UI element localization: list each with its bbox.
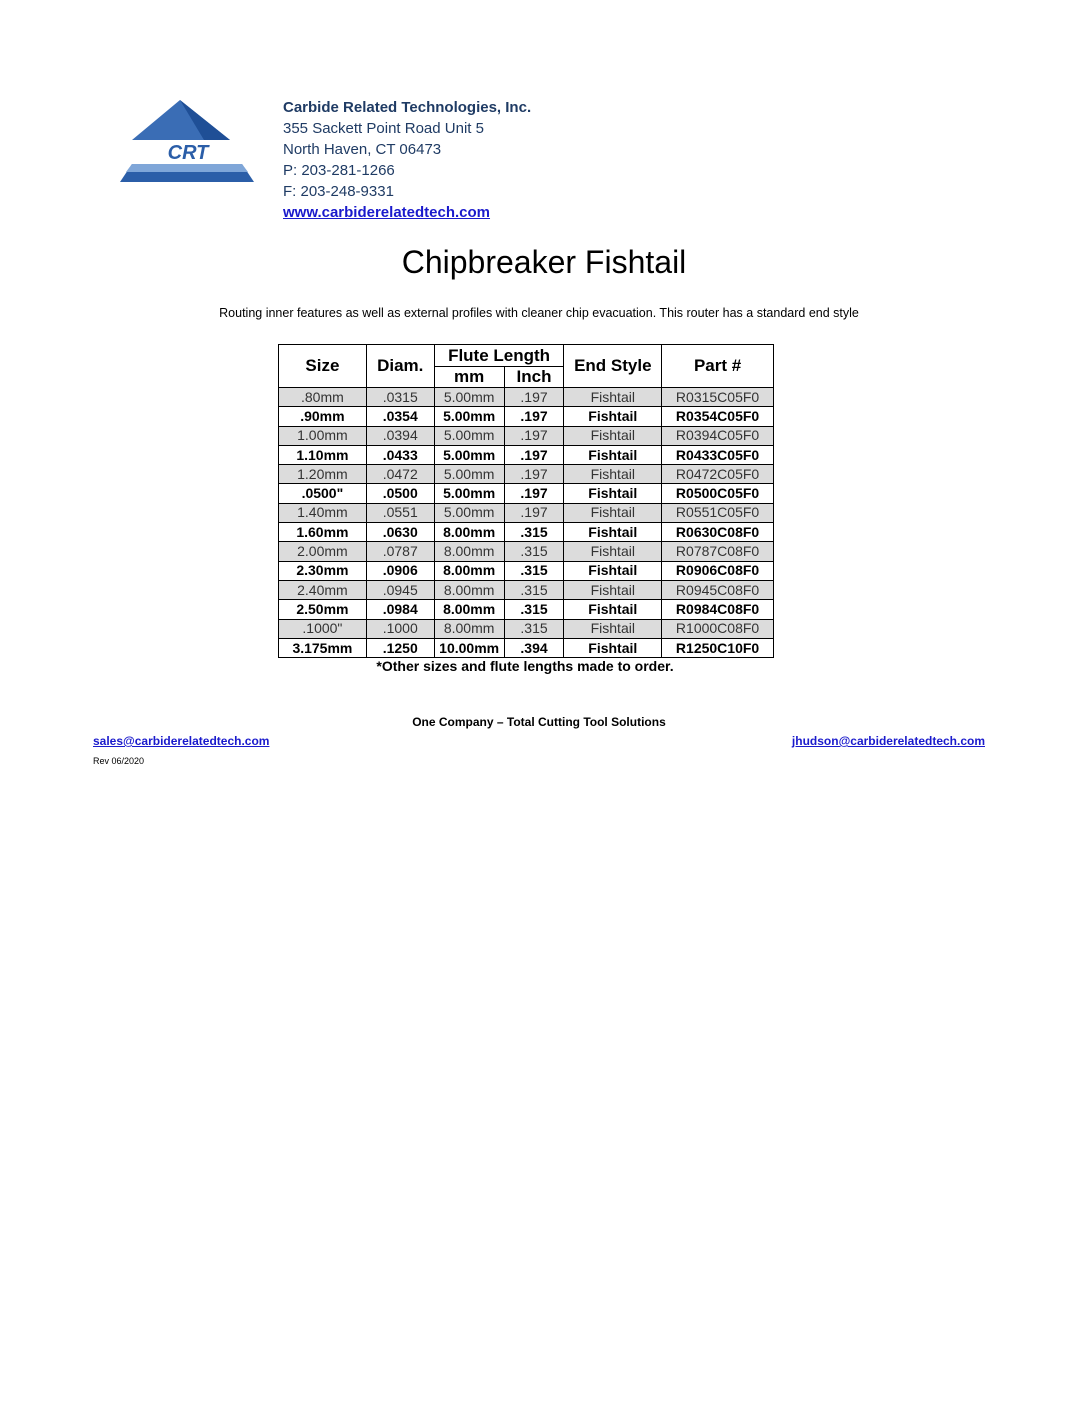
table-row — [279, 580, 774, 599]
table-row — [279, 407, 774, 426]
cell-size: 2.50mm — [279, 600, 367, 619]
revision-date: Rev 06/2020 — [93, 756, 145, 766]
cell-end: Fishtail — [564, 407, 662, 426]
cell-part: R0500C05F0 — [662, 484, 774, 503]
cell-inch: .197 — [504, 445, 564, 464]
spec-table-body — [279, 388, 774, 658]
cell-part: R0394C05F0 — [662, 426, 774, 445]
cell-part: R1250C10F0 — [662, 638, 774, 657]
cell-size: 1.20mm — [279, 465, 367, 484]
cell-part: R0315C05F0 — [662, 388, 774, 407]
table-row — [279, 445, 774, 464]
table-row — [279, 465, 774, 484]
cell-diam: .0472 — [366, 465, 434, 484]
company-fax: F: 203-248-9331 — [283, 183, 394, 200]
cell-mm: 8.00mm — [434, 542, 504, 561]
cell-size: 2.40mm — [279, 580, 367, 599]
cell-diam: .0551 — [366, 503, 434, 522]
cell-size: 1.40mm — [279, 503, 367, 522]
cell-size: .0500" — [279, 484, 367, 503]
cell-diam: .0354 — [366, 407, 434, 426]
cell-part: R0906C08F0 — [662, 561, 774, 580]
cell-inch: .315 — [504, 523, 564, 542]
cell-size: 1.00mm — [279, 426, 367, 445]
company-slogan: One Company – Total Cutting Tool Solutions — [412, 715, 666, 729]
cell-diam: .0630 — [366, 523, 434, 542]
cell-end: Fishtail — [564, 484, 662, 503]
cell-inch: .315 — [504, 542, 564, 561]
cell-diam: .0500 — [366, 484, 434, 503]
cell-inch: .197 — [504, 465, 564, 484]
cell-size: 1.60mm — [279, 523, 367, 542]
cell-part: R0433C05F0 — [662, 445, 774, 464]
cell-part: R0945C08F0 — [662, 580, 774, 599]
table-row — [279, 638, 774, 657]
table-row — [279, 484, 774, 503]
cell-diam: .0315 — [366, 388, 434, 407]
header-inch: Inch — [504, 367, 564, 388]
cell-mm: 10.00mm — [434, 638, 504, 657]
cell-mm: 8.00mm — [434, 580, 504, 599]
cell-inch: .197 — [504, 426, 564, 445]
cell-size: .90mm — [279, 407, 367, 426]
cell-diam: .0394 — [366, 426, 434, 445]
cell-end: Fishtail — [564, 388, 662, 407]
cell-mm: 5.00mm — [434, 407, 504, 426]
cell-mm: 5.00mm — [434, 484, 504, 503]
header-diam: Diam. — [366, 345, 434, 388]
cell-mm: 5.00mm — [434, 426, 504, 445]
cell-mm: 5.00mm — [434, 388, 504, 407]
cell-size: 2.30mm — [279, 561, 367, 580]
header-mm: mm — [434, 367, 504, 388]
page-title: Chipbreaker Fishtail — [401, 244, 687, 280]
header-part-number: Part # — [662, 345, 774, 388]
logo-text: CRT — [167, 142, 209, 164]
product-description: Routing inner features as well as external profiles with cleaner chip evacuation. This router has a standard end style — [219, 306, 859, 320]
cell-mm: 8.00mm — [434, 600, 504, 619]
cell-inch: .315 — [504, 619, 564, 638]
cell-inch: .197 — [504, 388, 564, 407]
cell-size: 3.175mm — [279, 638, 367, 657]
cell-inch: .197 — [504, 484, 564, 503]
cell-diam: .0906 — [366, 561, 434, 580]
header-size: Size — [279, 345, 367, 388]
cell-diam: .0945 — [366, 580, 434, 599]
table-row — [279, 388, 774, 407]
cell-size: 1.10mm — [279, 445, 367, 464]
cell-diam: .0433 — [366, 445, 434, 464]
cell-inch: .197 — [504, 503, 564, 522]
cell-diam: .0984 — [366, 600, 434, 619]
cell-mm: 8.00mm — [434, 619, 504, 638]
cell-end: Fishtail — [564, 619, 662, 638]
cell-inch: .315 — [504, 580, 564, 599]
cell-size: .80mm — [279, 388, 367, 407]
cell-end: Fishtail — [564, 465, 662, 484]
table-row — [279, 503, 774, 522]
table-row — [279, 619, 774, 638]
cell-inch: .315 — [504, 600, 564, 619]
cell-end: Fishtail — [564, 561, 662, 580]
cell-mm: 5.00mm — [434, 503, 504, 522]
cell-part: R0630C08F0 — [662, 523, 774, 542]
company-website-link[interactable]: www.carbiderelatedtech.com — [283, 204, 491, 221]
table-row — [279, 600, 774, 619]
cell-end: Fishtail — [564, 600, 662, 619]
table-row — [279, 542, 774, 561]
cell-mm: 5.00mm — [434, 465, 504, 484]
cell-diam: .0787 — [366, 542, 434, 561]
cell-part: R0472C05F0 — [662, 465, 774, 484]
company-name: Carbide Related Technologies, Inc. — [283, 99, 532, 116]
cell-diam: .1000 — [366, 619, 434, 638]
cell-end: Fishtail — [564, 638, 662, 657]
company-info — [283, 97, 531, 223]
header-end-style: End Style — [564, 345, 662, 388]
cell-end: Fishtail — [564, 542, 662, 561]
cell-part: R0787C08F0 — [662, 542, 774, 561]
company-address-line1: 355 Sackett Point Road Unit 5 — [283, 120, 484, 137]
cell-size: 2.00mm — [279, 542, 367, 561]
header-flute-length: Flute Length — [434, 345, 564, 367]
cell-mm: 5.00mm — [434, 445, 504, 464]
cell-part: R0984C08F0 — [662, 600, 774, 619]
cell-size: .1000" — [279, 619, 367, 638]
crt-logo — [118, 100, 258, 186]
table-row — [279, 561, 774, 580]
custom-order-note: *Other sizes and flute lengths made to order. — [376, 658, 674, 674]
cell-part: R0551C05F0 — [662, 503, 774, 522]
cell-end: Fishtail — [564, 523, 662, 542]
cell-mm: 8.00mm — [434, 523, 504, 542]
cell-mm: 8.00mm — [434, 561, 504, 580]
cell-inch: .315 — [504, 561, 564, 580]
cell-end: Fishtail — [564, 580, 662, 599]
sales-email-link[interactable]: sales@carbiderelatedtech.com — [93, 734, 270, 748]
spec-table — [278, 344, 774, 658]
cell-end: Fishtail — [564, 503, 662, 522]
cell-end: Fishtail — [564, 445, 662, 464]
cell-end: Fishtail — [564, 426, 662, 445]
company-phone: P: 203-281-1266 — [283, 162, 395, 179]
cell-diam: .1250 — [366, 638, 434, 657]
cell-part: R0354C05F0 — [662, 407, 774, 426]
company-address-line2: North Haven, CT 06473 — [283, 141, 442, 158]
table-row — [279, 523, 774, 542]
contact-email-link[interactable]: jhudson@carbiderelatedtech.com — [791, 734, 985, 748]
cell-inch: .197 — [504, 407, 564, 426]
cell-inch: .394 — [504, 638, 564, 657]
cell-part: R1000C08F0 — [662, 619, 774, 638]
table-row — [279, 426, 774, 445]
